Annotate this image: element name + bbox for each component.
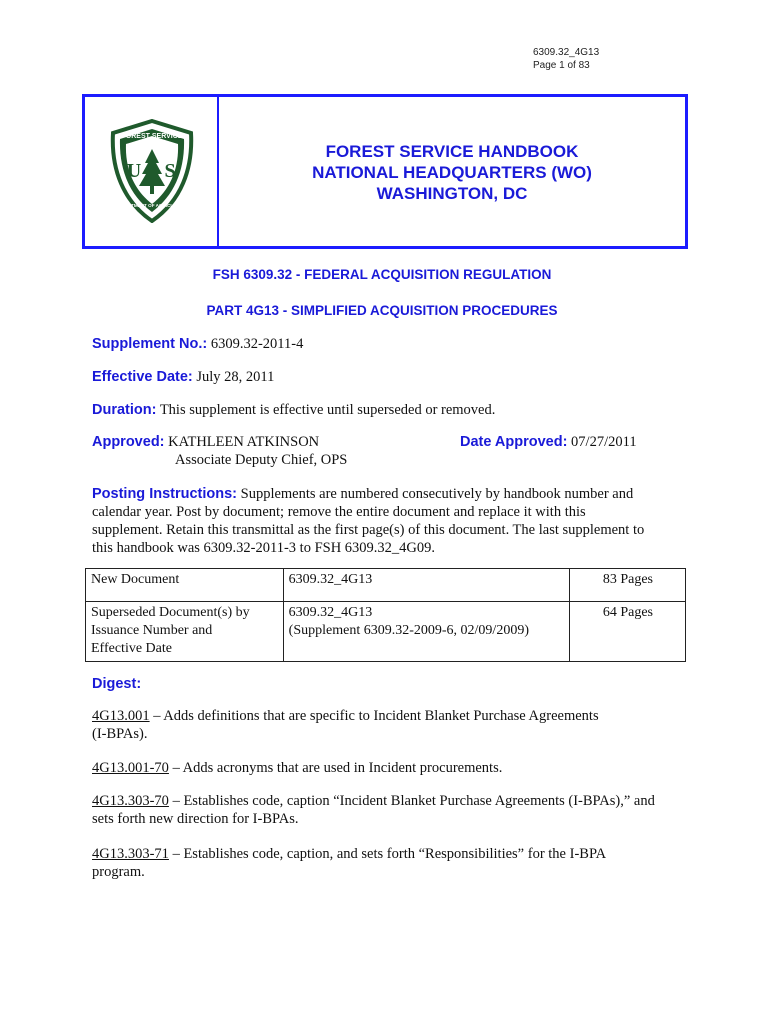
- duration-field: [92, 401, 495, 419]
- part-heading: PART 4G13 - SIMPLIFIED ACQUISITION PROCEDURES: [206, 303, 558, 318]
- document-number: 6309.32_4G13: [533, 47, 600, 58]
- header-box: [82, 94, 688, 249]
- handbook-title: [219, 141, 685, 204]
- effective-date-field: [92, 368, 274, 386]
- row-label-cell: Superseded Document(s) by Issuance Number and Effective Date: [86, 602, 284, 662]
- effective-date-value: July 28, 2011: [196, 369, 275, 385]
- digest-item: 4G13.001-70 – Adds acronyms that are used in Incident procurements.: [92, 760, 503, 776]
- posting-line-1: Supplements are numbered consecutively by handbook number and: [240, 486, 634, 502]
- posting-instructions: [92, 485, 692, 557]
- page-number: Page 1 of 83: [533, 60, 590, 71]
- digest-code-link[interactable]: 4G13.001-70: [92, 760, 169, 776]
- row-document-cell: 6309.32_4G13 (Supplement 6309.32-2009-6, 02/09/2009): [283, 602, 569, 662]
- date-approved-value: 07/27/2011: [571, 434, 637, 450]
- document-table: [85, 568, 686, 662]
- posting-line-2: calendar year. Post by document; remove the entire document and replace it with this: [92, 504, 586, 520]
- effective-date-label: Effective Date:: [92, 369, 193, 385]
- shield-bottom-text: DEPARTMENT OF AGRICULTURE: [115, 203, 189, 208]
- digest-code-link[interactable]: 4G13.303-71: [92, 846, 169, 862]
- approved-name: KATHLEEN ATKINSON: [168, 434, 320, 450]
- page-identifier: [533, 46, 599, 72]
- digest-heading: Digest:: [92, 676, 142, 692]
- digest-item: 4G13.001 – Adds definitions that are specific to Incident Blanket Purchase Agreements (I-BPAs).: [92, 708, 599, 742]
- title-line-2: NATIONAL HEADQUARTERS (WO): [312, 163, 592, 182]
- table-row: [86, 569, 686, 602]
- date-approved-label: Date Approved:: [460, 434, 568, 450]
- table-row: [86, 602, 686, 662]
- supplement-field: [92, 335, 303, 353]
- row-pages-cell: 64 Pages: [570, 602, 686, 662]
- row-label-cell: New Document: [86, 569, 284, 602]
- supplement-label: Supplement No.:: [92, 336, 208, 352]
- digest-code-link[interactable]: 4G13.303-70: [92, 793, 169, 809]
- row-pages-cell: 83 Pages: [570, 569, 686, 602]
- posting-line-4: this handbook was 6309.32-2011-3 to FSH 6309.32_4G09.: [92, 540, 436, 556]
- shield-letter-u: U: [126, 160, 142, 182]
- posting-line-3: supplement. Retain this transmittal as the first page(s) of this document. The last supplement to: [92, 522, 645, 538]
- date-approved-field: [460, 433, 637, 451]
- shield-top-text: FOREST SERVICE: [121, 133, 183, 140]
- digest-item: 4G13.303-71 – Establishes code, caption, and sets forth “Responsibilities” for the I-BPA program.: [92, 846, 607, 880]
- row-document-cell: 6309.32_4G13: [283, 569, 569, 602]
- supplement-value: 6309.32-2011-4: [210, 336, 304, 352]
- approved-title: Associate Deputy Chief, OPS: [175, 452, 348, 468]
- approved-field: [92, 433, 319, 451]
- title-line-3: WASHINGTON, DC: [376, 184, 528, 203]
- duration-value: This supplement is effective until superseded or removed.: [159, 402, 496, 418]
- approved-label: Approved:: [92, 434, 165, 450]
- posting-label: Posting Instructions:: [92, 486, 237, 502]
- title-line-1: FOREST SERVICE HANDBOOK: [325, 142, 579, 161]
- forest-service-shield-logo: [107, 119, 197, 223]
- digest-item: 4G13.303-70 – Establishes code, caption “Incident Blanket Purchase Agreements (I-BPAs),” and sets forth new direction for I-BPAs.: [92, 793, 655, 827]
- digest-code-link[interactable]: 4G13.001: [92, 708, 150, 724]
- duration-label: Duration:: [92, 402, 157, 418]
- fsh-heading: FSH 6309.32 - FEDERAL ACQUISITION REGULATION: [212, 267, 552, 282]
- shield-letter-s: S: [164, 160, 176, 182]
